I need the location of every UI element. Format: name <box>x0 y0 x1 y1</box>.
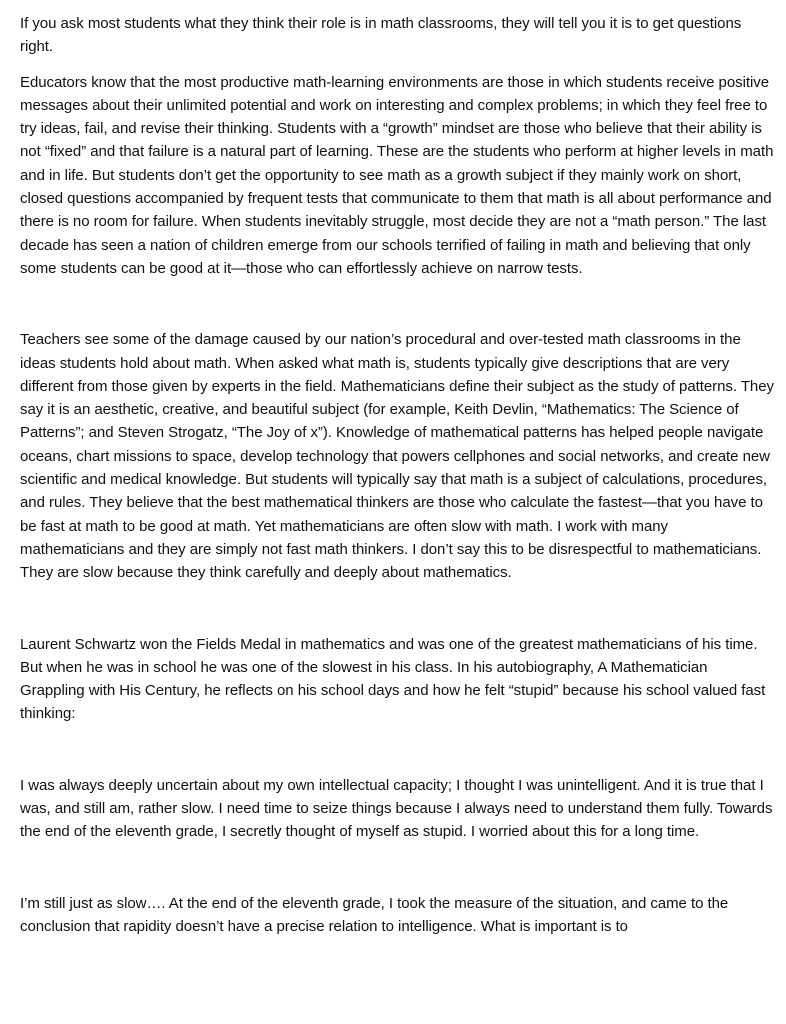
paragraph-intro: If you ask most students what they think their role is in math classrooms, they will tell you it is to get questions right. <box>20 15 742 56</box>
paragraph-quote-slow: I’m still just as slow…. At the end of the eleventh grade, I took the measure of the situation, and came to the conclusion that rapidity doesn’t have a precise relation to intelligence. What is important is to <box>20 894 729 935</box>
paragraph-procedural-math: Teachers see some of the damage caused by our nation’s procedural and over-tested math classrooms in the ideas students hold about math. When asked what math is, students typically give descriptions that are very different from those given by experts in the field. Mathematicians define their subject as the study of patterns. They say it is an aesthetic, creative, and beautiful subject (for example, Keith Devlin, “Mathematics: The Science of Patterns”; and Steven Strogatz, “The Joy of x”). Knowledge of mathematical patterns has helped people navigate oceans, chart missions to space, develop technology that powers cellphones and social networks, and create new scientific and medical knowledge. But students will typically say that math is a subject of calculations, procedures, and rules. They believe that the best mathematical thinkers are those who calculate the fastest—that you have to be fast at math to be good at math. Yet mathematicians are often slow with math. I work with many mathematicians and they are simply not fast math thinkers. I don’t say this to be disrespectful to mathematicians. They are slow because they think carefully and deeply about mathematics. <box>20 331 774 582</box>
paragraph-quote-uncertain: I was always deeply uncertain about my own intellectual capacity; I thought I was unintelligent. And it is true that I was, and still am, rather slow. I need time to seize things because I always need to understand them fully. Towards the end of the eleventh grade, I secretly thought of myself as stupid. I worried about this for a long time. <box>20 776 773 841</box>
paragraph-growth-mindset: Educators know that the most productive math-learning environments are those in which students receive positive messages about their unlimited potential and work on interesting and complex problems; in which they feel free to try ideas, fail, and revise their thinking. Students with a “growth” mindset are those who believe that their ability is not “fixed” and that failure is a natural part of learning. These are the students who perform at higher levels in math and in life. But students don’t get the opportunity to see math as a growth subject if they mainly work on short, closed questions accompanied by frequent tests that communicate to them that math is all about performance and there is no room for failure. When students inevitably struggle, most decide they are not a “math person.” The last decade has seen a nation of children emerge from our schools terrified of failing in math and believing that only some students can be good at it—those who can effortlessly achieve on narrow tests. <box>20 73 774 277</box>
paragraph-laurent-schwartz: Laurent Schwartz won the Fields Medal in mathematics and was one of the greatest mathematicians of his time. But when he was in school he was one of the slowest in his class. In his autobiography, A Mathematician Grappling with His Century, he reflects on his school days and how he felt “stupid” because his school valued fast thinking: <box>20 635 766 723</box>
article-body <box>20 12 776 938</box>
